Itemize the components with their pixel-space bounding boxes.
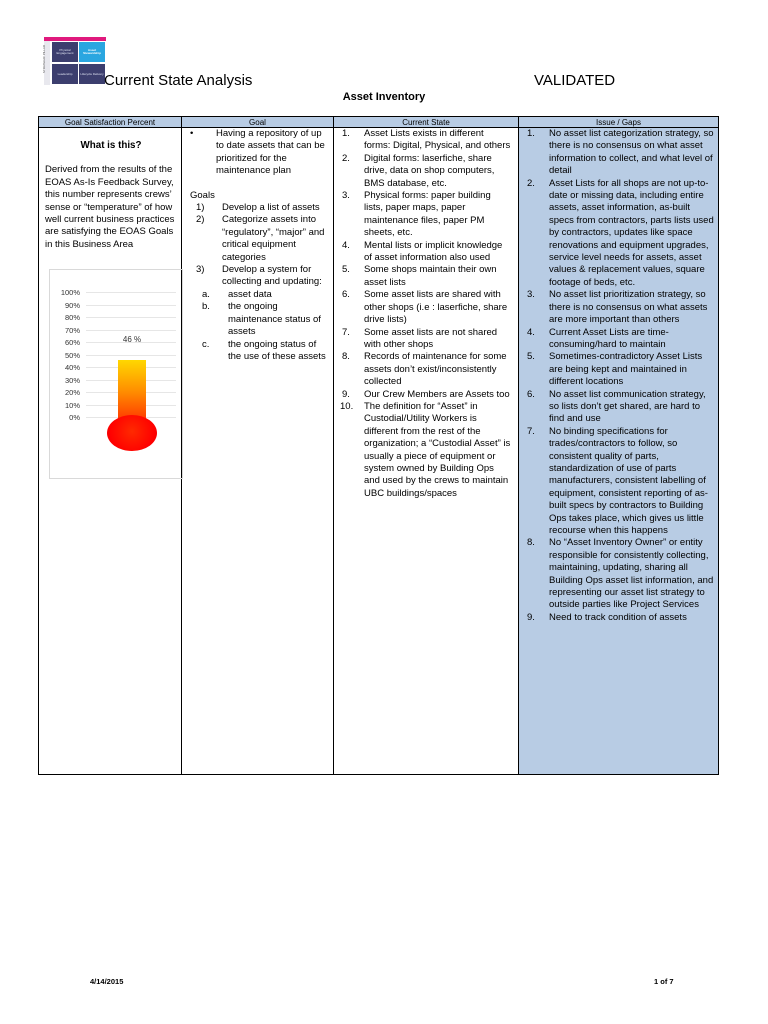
list-number: 7.: [342, 326, 350, 338]
page-subtitle: Asset Inventory: [342, 91, 426, 103]
current-state-item: [338, 153, 512, 190]
list-item-text: Asset Lists for all shops are not up-to-date or missing data, including entire assets, asset information, as-built specs from contractors, parts lists used by contractors, updates like space renovations and equipment upgrades, service level needs for assets, asset values & replacement values, square footage of beds, etc.: [549, 177, 714, 288]
header-goal: Goal: [182, 117, 334, 128]
logo-side-band: [44, 41, 50, 85]
what-is-this-heading: What is this?: [80, 140, 142, 151]
current-state-item: [338, 190, 512, 240]
goal-intro-text: Having a repository of up to date assets that can be prioritized for the maintenance plan: [216, 128, 325, 177]
logo-tile: Physical Engagement: [52, 42, 78, 62]
list-number: 2): [196, 214, 205, 226]
list-item-text: the ongoing maintenance status of assets: [228, 301, 321, 338]
gauge-gridline: [86, 355, 176, 356]
strategic-pillar-logo: [44, 37, 106, 85]
list-number: 2.: [527, 177, 535, 189]
list-item-text: Some asset lists are not shared with other shops: [364, 326, 498, 350]
gauge-tick-label: 30%: [64, 375, 80, 385]
list-item-text: No binding specifications for trades/contractors to follow, so consistent quality of parts, standardization of use of parts manufacturers, consistent labelling of equipment, consistent reporting of as-built specs by contractors to Building Ops takes place, which gives us little recourse when this happens: [549, 425, 708, 536]
list-number: 6.: [527, 388, 535, 400]
gauge-tick-label: 40%: [64, 363, 80, 373]
goal-list-item: [184, 214, 329, 264]
satisfaction-cell: [39, 128, 182, 775]
list-number: 5.: [527, 351, 535, 363]
derived-description: Derived from the results of the EOAS As-Is Feedback Survey, this number represents crews’ sense or “temperature” of how well current business practices are satisfying the EOAS Goals in this Business Area: [45, 164, 175, 250]
list-item-text: No “Asset Inventory Owner” or entity responsible for consistently collecting, maintaining, updating, sharing all Building Ops asset list information, and representing our asset list strategy to outside parties like Project Services: [549, 537, 714, 611]
gauge-tick-label: 60%: [64, 338, 80, 348]
issue-item: [523, 289, 714, 326]
gauge-tick-label: 90%: [64, 300, 80, 310]
list-item-text: Develop a list of assets: [222, 202, 320, 214]
goal-sub-item: [184, 289, 329, 301]
bullet-icon: •: [190, 128, 194, 139]
footer-date: 4/14/2015: [90, 977, 124, 986]
issue-item: [523, 426, 714, 538]
gauge-tick-label: 100%: [60, 288, 80, 298]
issue-item: [523, 389, 714, 426]
gauge-gridline: [86, 330, 176, 331]
gauge-tick-label: 10%: [64, 400, 80, 410]
gauge-value-label: 46 %: [122, 334, 142, 344]
list-number: 5.: [342, 264, 350, 276]
thermometer-gauge: [49, 269, 183, 479]
list-number: 3.: [527, 289, 535, 301]
gauge-tick-label: 0%: [69, 413, 80, 423]
list-number: 4.: [342, 239, 350, 251]
issue-item: [523, 327, 714, 352]
issue-item: [523, 351, 714, 388]
analysis-table: [38, 116, 719, 775]
list-number: c.: [202, 338, 210, 350]
list-item-text: Categorize assets into “regulatory”, “major” and critical equipment categories: [222, 214, 325, 263]
list-number: a.: [202, 288, 210, 300]
current-state-item: [338, 289, 512, 326]
header-issues-gaps: Issue / Gaps: [519, 117, 719, 128]
list-number: 8.: [527, 537, 535, 549]
gauge-bulb: [107, 415, 157, 451]
gauge-gridline: [86, 305, 176, 306]
current-state-item: [338, 351, 512, 388]
list-number: 10.: [340, 400, 354, 412]
goal-list-item: [184, 264, 329, 289]
goal-sub-item: [184, 339, 329, 364]
logo-accent-strip: [44, 37, 106, 41]
header-current-state: Current State: [334, 117, 519, 128]
issue-item: [523, 612, 714, 624]
list-item-text: Mental lists or implicit knowledge of asset information also used: [364, 239, 503, 264]
list-item-text: Some shops maintain their own asset lists: [364, 264, 497, 288]
footer-page-number: 1 of 7: [654, 977, 674, 986]
table-row: [39, 128, 719, 775]
logo-tile-highlighted: Asset Stewardship: [79, 42, 105, 62]
list-item-text: Sometimes-contradictory Asset Lists are being kept and maintained in different locations: [549, 351, 703, 388]
list-number: 6.: [342, 289, 350, 301]
list-number: 3): [196, 264, 205, 276]
current-state-cell: [334, 128, 519, 775]
goal-sub-item: [184, 301, 329, 338]
list-item-text: No asset list categorization strategy, so there is no consensus on what asset information to collect, and what level of detail: [549, 128, 714, 177]
current-state-item: [338, 327, 512, 352]
list-number: 2.: [342, 152, 350, 164]
list-item-text: Physical forms: paper building lists, paper maps, paper maintenance files, paper PM sheets, etc.: [364, 190, 491, 239]
list-item-text: The definition for “Asset” in Custodial/Utility Workers is different from the rest of the organization; a “Custodial Asset” is usually a piece of equipment or system owned by Building Ops and used by the crews to maintain UBC buildings/spaces: [364, 400, 511, 499]
gauge-tick-label: 70%: [64, 325, 80, 335]
list-item-text: Our Crew Members are Assets too: [364, 388, 510, 400]
gauge-gridline: [86, 317, 176, 318]
list-number: 8.: [342, 351, 350, 363]
goal-list-item: [184, 202, 329, 214]
issue-item: [523, 128, 714, 178]
issue-item: [523, 537, 714, 611]
gauge-gridline: [86, 292, 176, 293]
list-item-text: the ongoing status of the use of these assets: [228, 338, 326, 362]
list-number: 4.: [527, 326, 535, 338]
current-state-item: [338, 401, 512, 500]
logo-side-text: STRATEGIC PILLAR: [42, 44, 47, 74]
issues-cell: [519, 128, 719, 775]
list-item-text: asset data: [228, 288, 272, 300]
list-number: b.: [202, 301, 210, 313]
list-number: 9.: [527, 611, 535, 623]
list-number: 1.: [527, 128, 535, 139]
list-item-text: Some asset lists are shared with other shops (i.e : laserfiche, share drive lists): [364, 289, 508, 326]
list-item-text: Need to track condition of assets: [549, 611, 687, 623]
logo-tile: Leadership: [52, 64, 78, 84]
list-item-text: No asset list communication strategy, so lists don’t get shared, are hard to find and use: [549, 388, 706, 425]
list-number: 3.: [342, 190, 350, 202]
status-label: VALIDATED: [534, 72, 616, 89]
page-title: Current State Analysis: [104, 72, 253, 89]
gauge-tick-label: 50%: [64, 350, 80, 360]
current-state-item: [338, 240, 512, 265]
table-header-row: [39, 117, 719, 128]
list-item-text: Current Asset Lists are time-consuming/hard to maintain: [549, 326, 669, 350]
list-number: 1): [196, 202, 205, 214]
current-state-item: [338, 128, 512, 153]
list-item-text: No asset list prioritization strategy, so there is no consensus on what assets are more important than others: [549, 289, 708, 326]
list-item-text: Asset Lists exists in different forms: Digital, Physical, and others: [364, 128, 511, 152]
logo-tile: Lifecycle Delivery: [79, 64, 105, 84]
list-item-text: Develop a system for collecting and updating:: [222, 264, 322, 288]
goals-label: Goals: [190, 189, 215, 201]
current-state-item: [338, 264, 512, 289]
goal-cell: [182, 128, 334, 775]
gauge-tick-label: 20%: [64, 388, 80, 398]
header-goal-satisfaction: Goal Satisfaction Percent: [39, 117, 182, 128]
list-item-text: Digital forms: laserfiche, share drive, data on shop computers, BMS database, etc.: [364, 152, 495, 189]
list-number: 9.: [342, 388, 350, 400]
list-number: 1.: [342, 128, 350, 139]
list-number: 7.: [527, 425, 535, 437]
list-item-text: Records of maintenance for some assets don’t exist/inconsistently collected: [364, 351, 507, 388]
goal-intro: [184, 128, 329, 178]
current-state-item: [338, 389, 512, 401]
gauge-tick-label: 80%: [64, 313, 80, 323]
issue-item: [523, 178, 714, 290]
